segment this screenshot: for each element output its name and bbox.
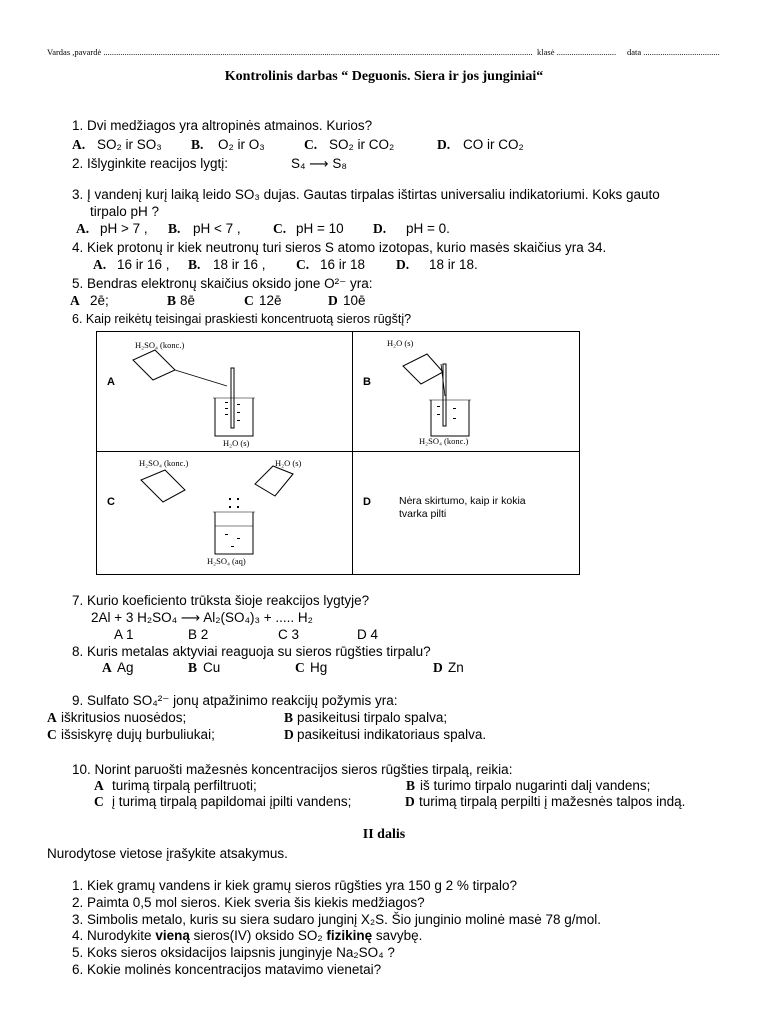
q4-a-option: 16 ir 16 , [117,257,170,272]
cell-c-letter: C [107,496,115,508]
q5-b-letter: B [167,293,177,308]
q8-c-option: Hg [310,660,328,675]
part-2-item-4-end: savybę. [372,928,423,943]
q2-equation: S₄ ⟶ S₈ [291,156,347,171]
q7-option-a: A 1 [114,627,134,642]
q1-d-letter: D. [437,137,451,152]
q1-c-option: SO₂ ir CO₂ [329,137,395,152]
q9-d-letter: D [284,727,294,742]
q1-c-letter: C. [304,137,318,152]
q4-a-letter: A. [93,257,107,272]
q9-c-letter: C [47,727,57,742]
q8-d-letter: D [433,660,443,675]
q5-a-letter: A [70,293,80,308]
question-1: 1. Dvi medžiagos yra altropinės atmainos. Kurios? [72,118,373,133]
cell-c-left-label: H₂SO₄ (konc.) [139,458,189,468]
q5-b-option: 8ē [180,293,196,308]
q3-d-option: pH = 0. [406,221,450,236]
part-2-item-1: 1. Kiek gramų vandens ir kiek gramų sieros rūgšties yra 150 g 2 % tirpalo? [72,878,517,893]
question-5: 5. Bendras elektronų skaičius oksido jone O²⁻ yra: [72,276,373,291]
q3-c-letter: C. [273,221,287,236]
q10-c-letter: C [94,794,104,809]
cell-d-line2: tvarka pilti [399,508,447,520]
q4-c-option: 16 ir 18 [320,257,366,272]
q8-b-option: Cu [203,660,221,675]
q10-a-option: turimą tirpalą perfiltruoti; [112,778,257,793]
q7-equation: 2Al + 3 H₂SO₄ ⟶ Al₂(SO₄)₃ + ..... H₂ [91,610,313,625]
q1-a-option: SO₂ ir SO₃ [97,137,162,152]
q10-d-option: turimą tirpalą perpilti į mažesnės talpos indą. [419,794,686,809]
part-2-item-2: 2. Paimta 0,5 mol sieros. Kiek sveria šis kiekis medžiagos? [72,895,425,910]
cell-b-top-label: H₂O (s) [387,338,414,348]
q5-d-letter: D [328,293,338,308]
cell-b-letter: B [363,376,371,388]
cell-a-top-label: H₂SO₄ (konc.) [135,340,185,350]
question-4: 4. Kiek protonų ir kiek neutronų turi sieros S atomo izotopas, kurio masės skaičius yra 34. [72,240,607,255]
q5-a-option: 2ē; [90,293,109,308]
q9-b-option: pasikeitusi tirpalo spalva; [297,710,448,725]
question-3-line2: tirpalo pH ? [90,204,160,219]
part-2-item-4-bold1: vieną [155,928,190,943]
cell-d-line1: Nėra skirtumo, kaip ir kokia [399,495,526,507]
q3-c-option: pH = 10 [296,221,344,236]
q7-option-b: B 2 [188,627,209,642]
q9-a-letter: A [47,710,57,725]
q10-c-option: į turimą tirpalą papildomai įpilti vandens; [112,794,352,809]
q8-a-option: Ag [117,660,134,675]
name-label: Vardas ,pavardė .......................................................................................................................................................................................................... [47,47,533,57]
question-7: 7. Kurio koeficiento trūksta šioje reakcijos lygtyje? [72,593,370,608]
part-2-item-4-mid: sieros(IV) oksido SO₂ [189,928,327,943]
q3-b-option: pH < 7 , [193,221,241,236]
question-6: 6. Kaip reikėtų teisingai praskiesti koncentruotą sieros rūgštį? [72,312,412,326]
q4-b-letter: B. [188,257,201,272]
question-9: 9. Sulfato SO₄²⁻ jonų atpažinimo reakcijų požymis yra: [72,693,398,708]
q3-b-letter: B. [168,221,181,236]
q3-a-option: pH > 7 , [100,221,148,236]
q8-b-letter: B [188,660,198,675]
q3-d-letter: D. [373,221,387,236]
page-title: Kontrolinis darbas “ Deguonis. Siera ir jos junginiai“ [224,69,544,84]
part-2-instruction: Nurodytose vietose įrašykite atsakymus. [47,846,288,861]
cell-c-bottom-label: H₂SO₄ (aq) [207,556,246,566]
q5-d-option: 10ē [343,293,366,308]
q4-d-option: 18 ir 18. [429,257,478,272]
question-2: 2. Išlyginkite reacijos lygtį: [72,156,229,171]
q7-option-d: D 4 [357,627,379,642]
q1-b-letter: B. [191,137,204,152]
q4-b-option: 18 ir 16 , [213,257,266,272]
question-10: 10. Norint paruošti mažesnės koncentracijos sieros rūgšties tirpalą, reikia: [72,762,513,777]
q7-option-c: C 3 [278,627,300,642]
q8-d-option: Zn [448,660,464,675]
q4-c-letter: C. [296,257,310,272]
q4-d-letter: D. [396,257,410,272]
part-2-item-5: 5. Koks sieros oksidacijos laipsnis junginyje Na₂SO₄ ? [72,945,395,960]
diagram-a [127,338,267,448]
q5-c-letter: C [244,293,254,308]
cell-c-right-label: H₂O (s) [275,458,302,468]
q3-a-letter: A. [76,221,90,236]
q10-d-letter: D [405,794,415,809]
part-2-heading: II dalis [362,827,406,842]
question-8: 8. Kuris metalas aktyviai reaguoja su sieros rūgšties tirpalu? [72,644,431,659]
diagram-b [383,336,533,448]
q9-b-letter: B [284,710,294,725]
q9-d-option: pasikeitusi indikatoriaus spalva. [297,727,487,742]
q10-a-letter: A [94,778,104,793]
q8-c-letter: C [295,660,305,675]
q8-a-letter: A [102,660,112,675]
cell-a-bottom-label: H₂O (s) [223,438,250,448]
q6-table [96,331,580,575]
question-3-line1: 3. Į vandenį kurį laiką leido SO₃ dujas. Gautas tirpalas ištirtas universaliu indikatoriumi. Koks gauto [72,187,660,202]
q1-b-option: O₂ ir O₃ [218,137,265,152]
date-label: data .................................... [627,47,720,57]
q9-c-option: išsiskyrę dujų burbuliukai; [61,727,215,742]
cell-d-letter: D [363,496,371,508]
part-2-item-4-start: 4. Nurodykite [72,928,152,943]
part-2-item-6: 6. Kokie molinės koncentracijos matavimo vienetai? [72,962,382,977]
class-label: klasė ............................ [537,47,617,57]
q5-c-option: 12ē [259,293,282,308]
cell-b-bottom-label: H₂SO₄ (konc.) [419,436,469,446]
part-2-item-3: 3. Simbolis metalo, kuris su siera sudaro junginį X₂S. Šio junginio molinė masė 78 g/mol. [72,912,601,927]
part-2-item-4 [72,928,422,944]
q10-b-letter: B [406,778,416,793]
q10-b-option: iš turimo tirpalo nugarinti dalį vandens; [420,778,651,793]
q1-a-letter: A. [72,137,86,152]
cell-a-letter: A [107,376,115,388]
diagram-c [127,456,347,568]
q1-d-option: CO ir CO₂ [463,137,524,152]
part-2-item-4-bold2: fizikinę [326,928,373,943]
q9-a-option: iškritusios nuosėdos; [61,710,187,725]
